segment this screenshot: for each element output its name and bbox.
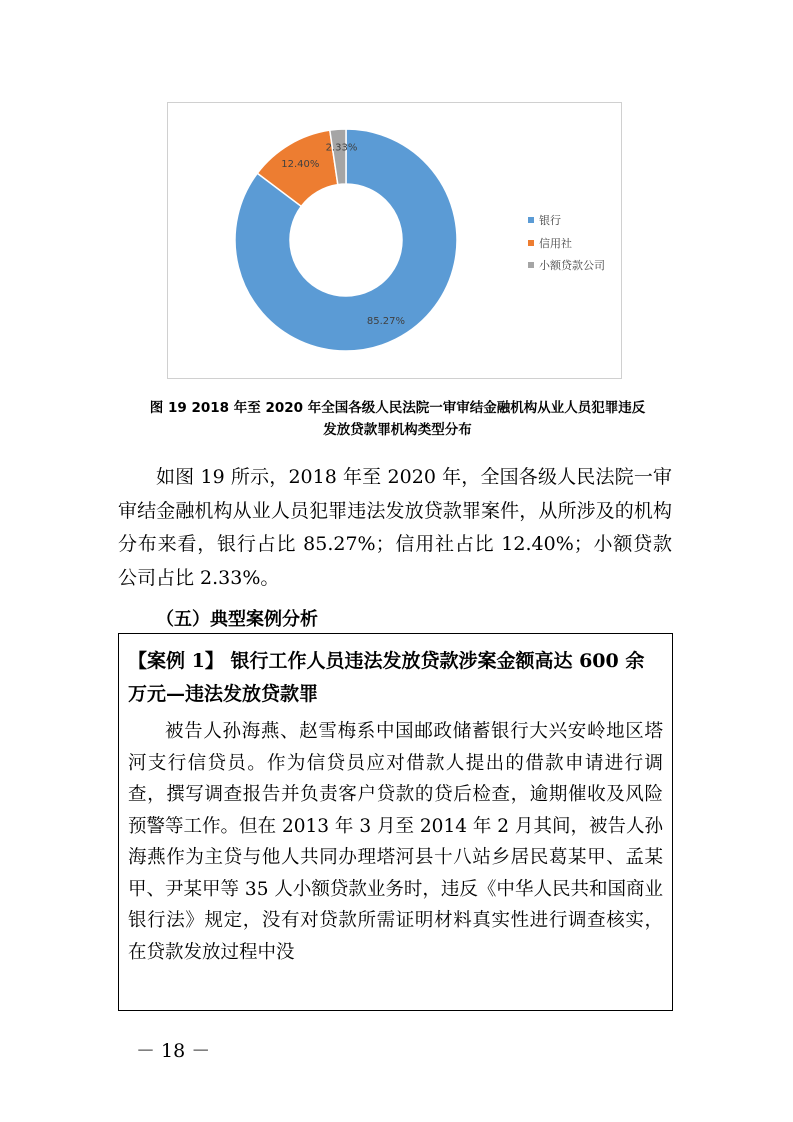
figure-caption-line2: 发放贷款罪机构类型分布 [323, 422, 472, 438]
legend-item-credit-union [528, 232, 605, 255]
legend-swatch-bank [528, 217, 534, 223]
figure-caption-line1: 图 19 2018 年至 2020 年全国各级人民法院一审审结金融机构从业人员犯罪违反 [149, 400, 646, 416]
case-title: 【案例 1】 银行工作人员违法发放贷款涉案金额高达 600 余万元—违法发放贷款罪 [128, 650, 645, 705]
case-box [118, 633, 673, 1011]
donut-label-bank: 85.27% [366, 316, 406, 328]
donut-label-credit-union: 12.40% [281, 159, 320, 171]
legend-item-bank [528, 209, 605, 232]
legend-item-microloan [528, 254, 605, 277]
legend-swatch-microloan [528, 262, 534, 268]
legend-swatch-credit-union [528, 240, 534, 246]
donut-label-microloan: 2.33% [325, 142, 358, 154]
donut-chart [167, 102, 622, 379]
legend-label-bank: 银行 [539, 214, 561, 228]
legend-label-credit-union: 信用社 [539, 236, 572, 250]
section-heading: （五）典型案例分析 [156, 609, 318, 630]
legend-label-microloan: 小额贷款公司 [539, 259, 605, 273]
page-number: － 18 － [136, 1040, 211, 1062]
figure-caption [100, 397, 695, 441]
chart-legend [528, 209, 605, 277]
body-paragraph: 如图 19 所示，2018 年至 2020 年，全国各级人民法院一审审结金融机构从业人员犯罪违法发放贷款罪案件，从所涉及的机构分布来看，银行占比 85.27%；信用社占比 12.40%；小额贷款公司占比 2.33%。 [118, 466, 672, 589]
case-body: 被告人孙海燕、赵雪梅系中国邮政储蓄银行大兴安岭地区塔河支行信贷员。作为信贷员应对借款人提出的借款申请进行调查，撰写调查报告并负责客户贷款的贷后检查，逾期催收及风险预警等工作。但在 2013 年 3 月至 2014 年 2 月其间，被告人孙海燕作为主贷与他人共同办理塔河县十八站乡居民葛某甲、孟某甲、尹某甲等 35 人小额贷款业务时，违反《中华人民共和国商业银行法》规定，没有对贷款所需证明材料真实性进行调查核实，在贷款发放过程中没 [128, 721, 663, 963]
